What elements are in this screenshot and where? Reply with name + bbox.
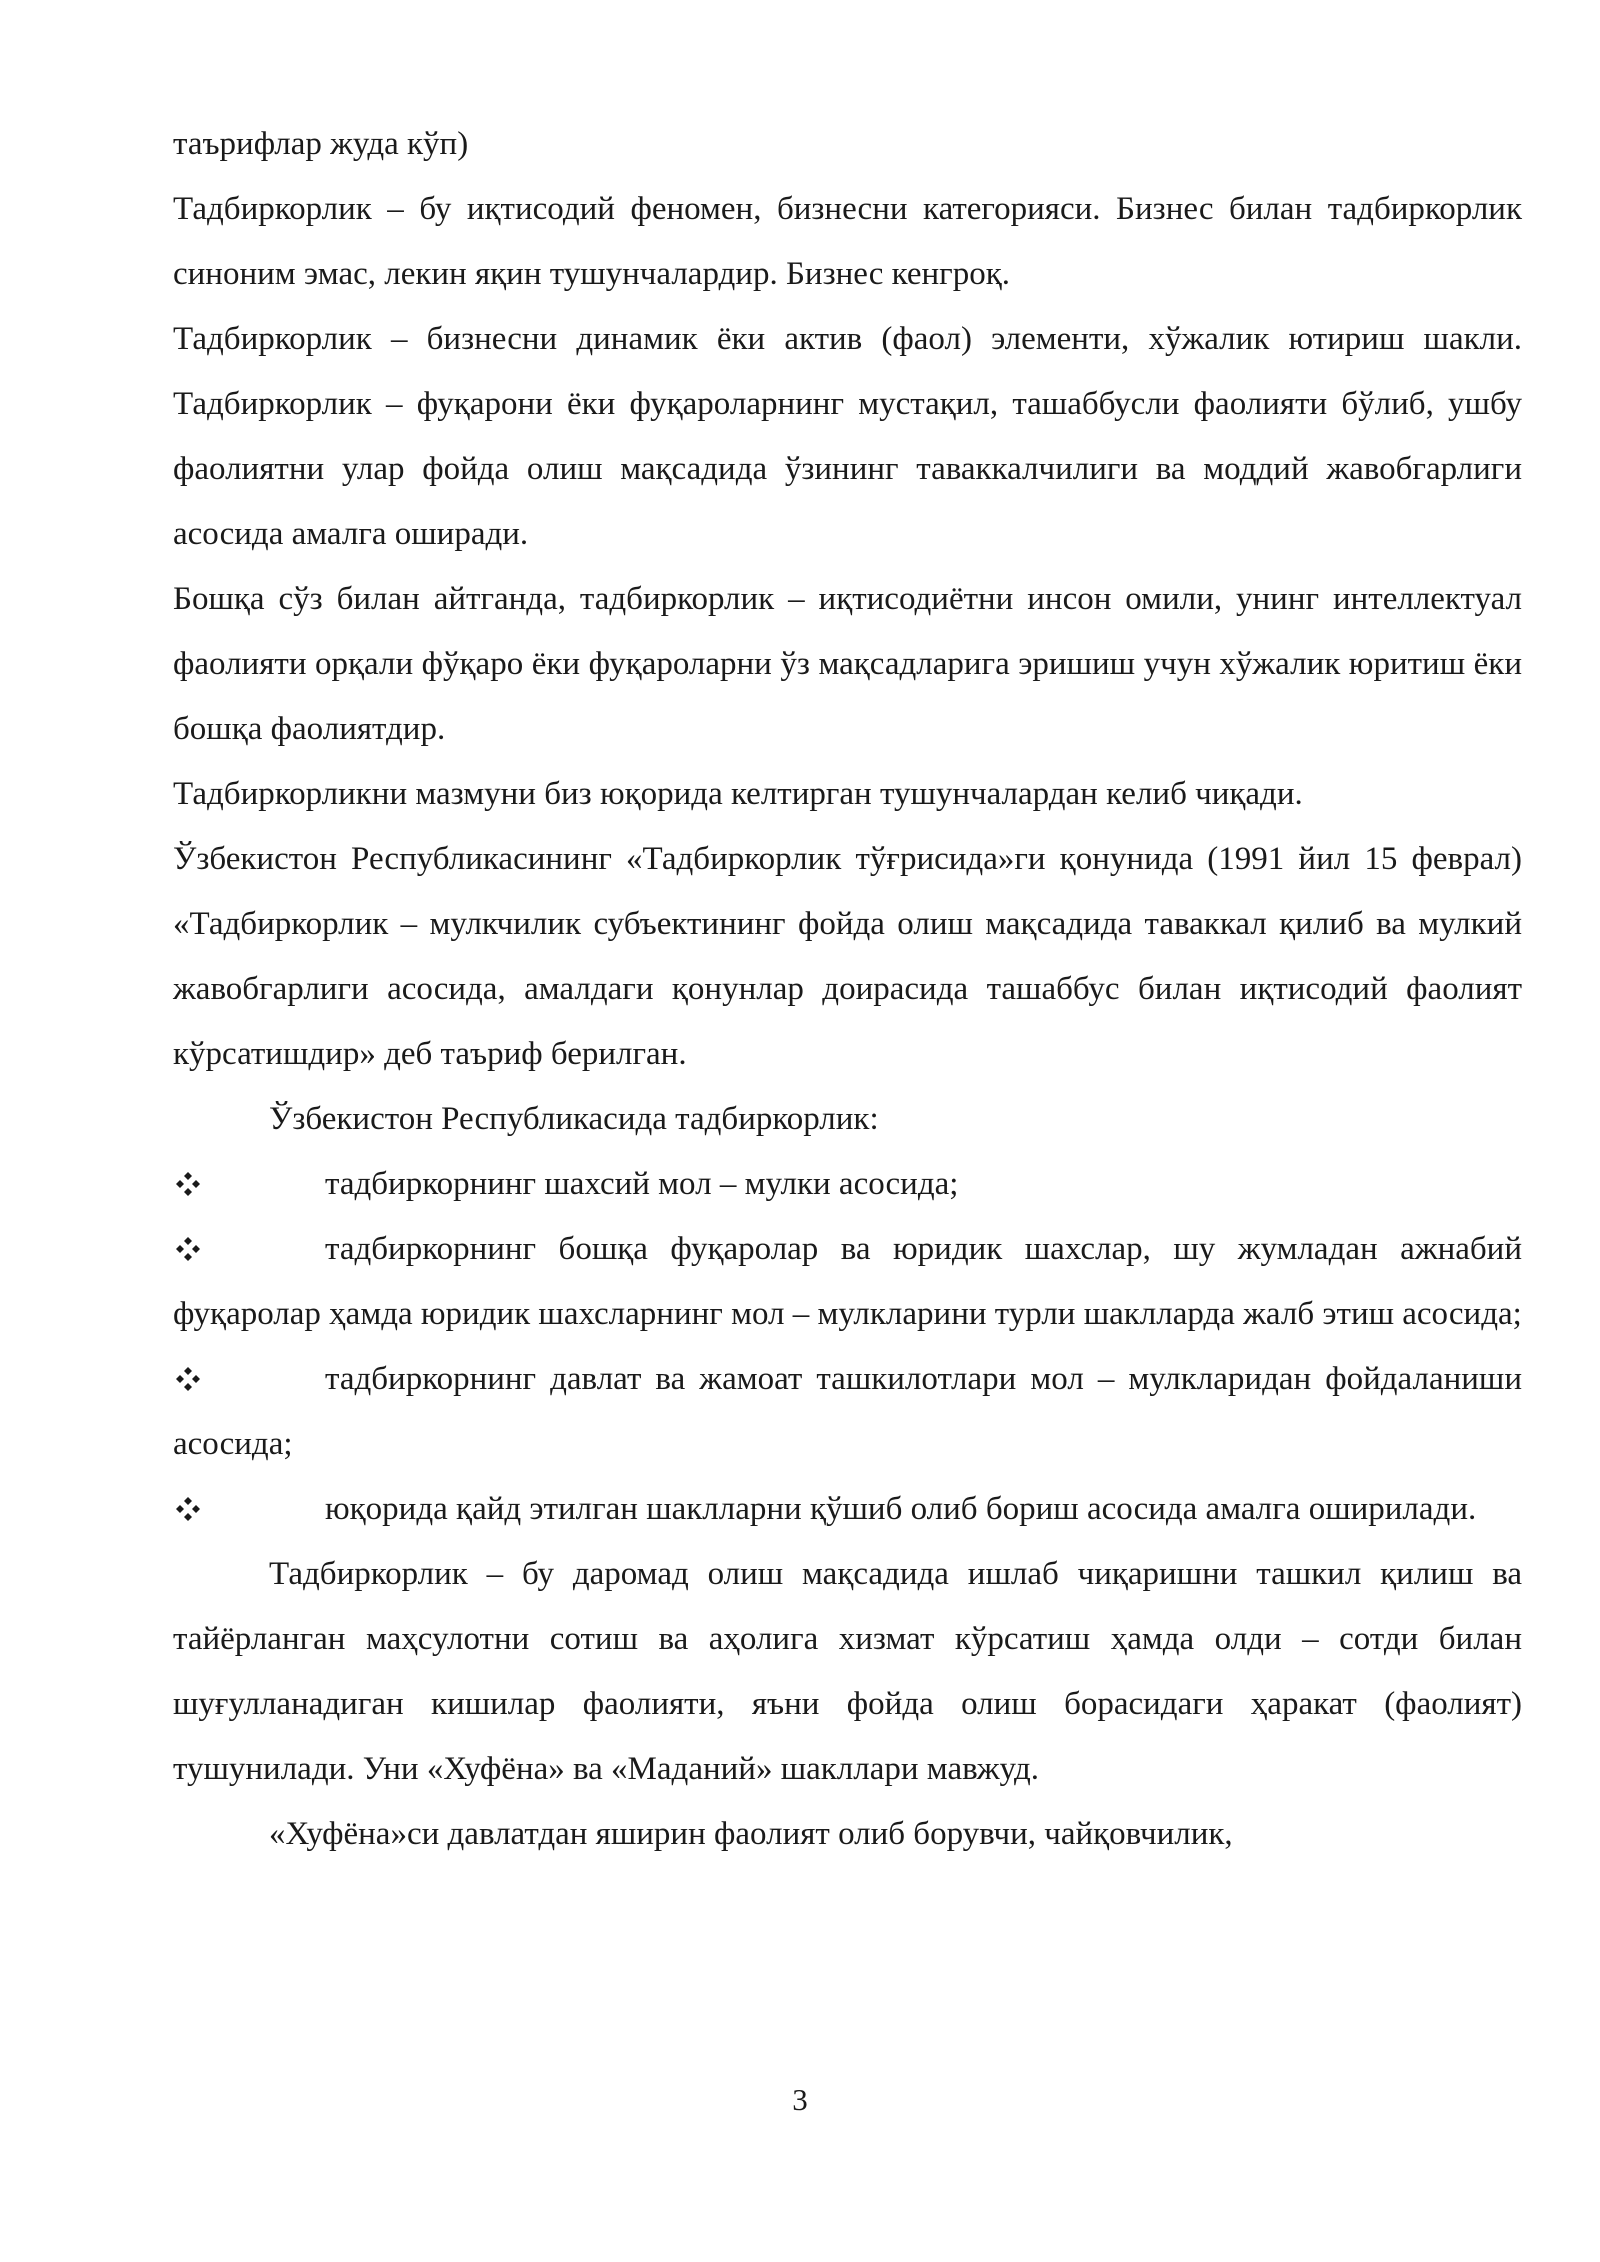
paragraph: Бошқа сўз билан айтганда, тадбиркорлик – иқтисодиётни инсон омили, унинг интеллектуал фаолияти орқали фўқаро ёки фуқароларни ўз мақсадларига эришиш учун хўжалик юритиш ёки бошқа фаолиятдир. — [173, 581, 1522, 747]
page-number: 3 — [792, 2082, 808, 2117]
paragraph-indented: Тадбиркорлик – бу даромад олиш мақсадида ишлаб чиқаришни ташкил қилиш ва тайёрланган маҳсулотни сотиш ва аҳолига хизмат кўрсатиш ҳамда олди – сотди билан шуғулланадиган кишилар фаолияти, яъни фойда олиш борасидаги ҳаракат (фаолият) тушунилади. Уни «Хуфёна» ва «Маданий» шакллари мавжуд. — [173, 1556, 1522, 1787]
bullet-text: тадбиркорнинг бошқа фуқаролар ва юридик шахслар, шу жумладан ажнабий фуқаролар ҳамда юридик шахсларнинг мол – мулкларини турли шаклларда жалб этиш асосида; — [173, 1231, 1522, 1332]
paragraph: Тадбиркорликни мазмуни биз юқорида келтирган тушунчалардан келиб чиқади. — [173, 776, 1303, 812]
bullet-text: тадбиркорнинг давлат ва жамоат ташкилотлари мол – мулкларидан фойдаланиши асосида; — [173, 1361, 1522, 1462]
paragraph: Ўзбекистон Республикасининг «Тадбиркорлик тўғрисида»ги қонунида (1991 йил 15 феврал) «Тадбиркорлик – мулкчилик субъектининг фойда олиш мақсадида таваккал қилиб ва мулкий жавобгарлиги асосида, амалдаги қонунлар доирасида ташаббус билан иқтисодий фаолият кўрсатишдир» деб таъриф берилган. — [173, 841, 1522, 1072]
bullet-item — [173, 1477, 1522, 1542]
paragraph-indented: «Хуфёна»си давлатдан яширин фаолият олиб борувчи, чайқовчилик, — [269, 1816, 1233, 1852]
bullet-item — [173, 1347, 1522, 1477]
paragraph: Тадбиркорлик – бу иқтисодий феномен, бизнесни категорияси. Бизнес билан тадбиркорлик синоним эмас, лекин яқин тушунчалардир. Бизнес кенгроқ. — [173, 191, 1522, 292]
bullet-text: тадбиркорнинг шахсий мол – мулки асосида; — [325, 1166, 959, 1202]
bullet-item — [173, 1217, 1522, 1347]
page-body — [173, 112, 1522, 1867]
paragraph: таърифлар жуда кўп) — [173, 126, 469, 162]
bullet-item — [173, 1152, 1522, 1217]
paragraph-indented: Ўзбекистон Республикасида тадбиркорлик: — [269, 1101, 879, 1137]
paragraph: Тадбиркорлик – бизнесни динамик ёки актив (фаол) элементи, хўжалик ютириш шакли. Тадбиркорлик – фуқарони ёки фуқароларнинг мустақил, ташаббусли фаолияти бўлиб, ушбу фаолиятни улар фойда олиш мақсадида ўзининг таваккалчилиги ва моддий жавобгарлиги асосида амалга оширади. — [173, 321, 1522, 552]
bullet-text: юқорида қайд этилган шаклларни қўшиб олиб бориш асосида амалга оширилади. — [325, 1491, 1477, 1527]
